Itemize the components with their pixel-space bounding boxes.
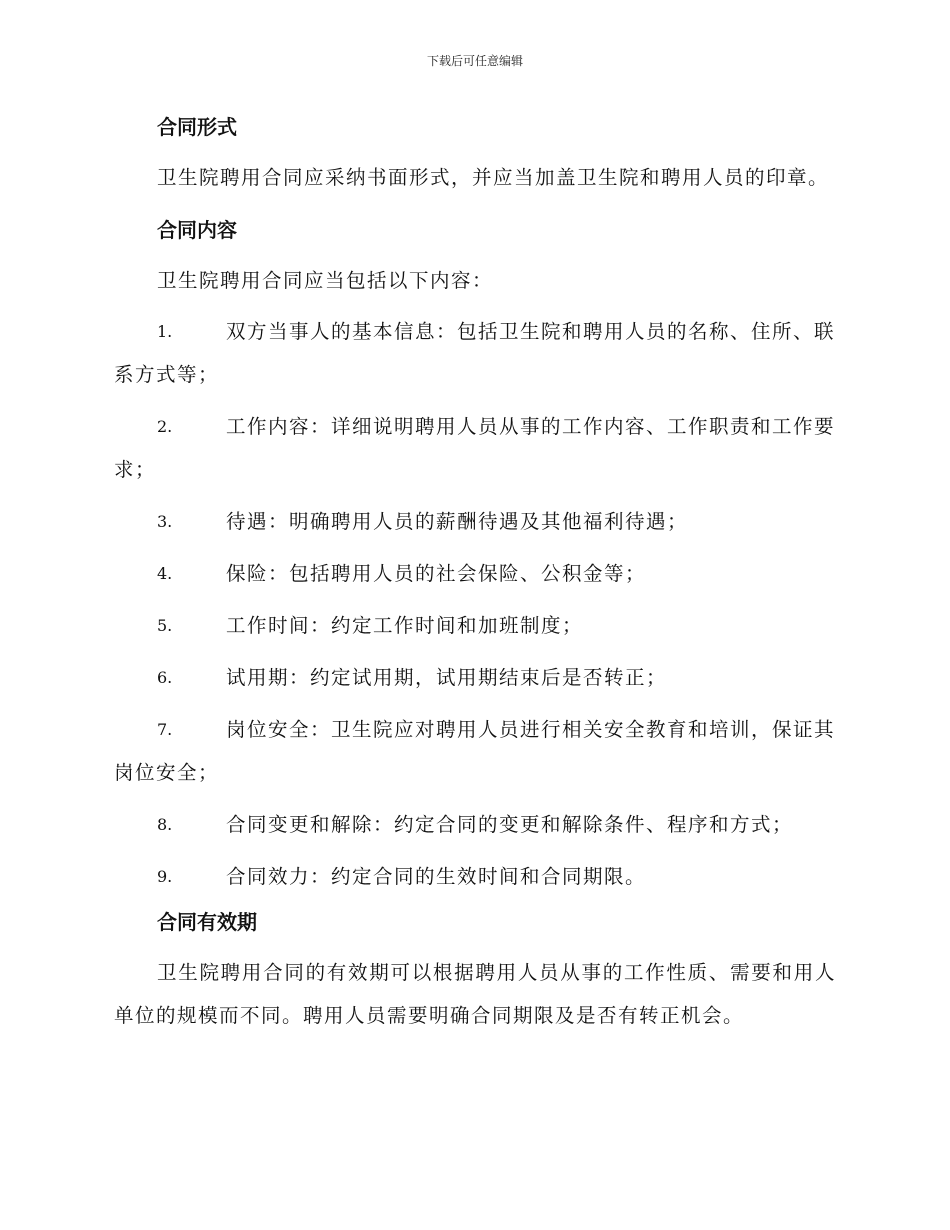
section-heading-contract-validity: 合同有效期 — [157, 910, 257, 934]
list-item — [114, 552, 836, 595]
list-item-number: 6. — [157, 668, 173, 687]
contract-content-list — [114, 310, 836, 898]
list-item-text: 工作内容：详细说明聘用人员从事的工作内容、工作职责和工作要求； — [114, 415, 836, 481]
section-paragraph-contract-content: 卫生院聘用合同应当包括以下内容： — [157, 269, 494, 292]
list-item — [114, 656, 836, 699]
list-item — [114, 803, 836, 846]
list-item-number: 8. — [157, 815, 173, 834]
list-item — [114, 708, 836, 794]
list-item-number: 3. — [157, 512, 173, 531]
list-item-text: 试用期：约定试用期，试用期结束后是否转正； — [226, 666, 668, 689]
list-item-text: 保险：包括聘用人员的社会保险、公积金等； — [226, 562, 647, 585]
list-item-number: 4. — [157, 564, 173, 583]
list-item-text: 合同变更和解除：约定合同的变更和解除条件、程序和方式； — [226, 813, 794, 836]
section-heading-contract-content: 合同内容 — [157, 218, 237, 242]
list-item-number: 9. — [157, 867, 173, 886]
list-item-number: 7. — [157, 720, 173, 739]
section-paragraph-contract-validity: 卫生院聘用合同的有效期可以根据聘用人员从事的工作性质、需要和用人单位的规模而不同。聘用人员需要明确合同期限及是否有转正机会。 — [114, 961, 836, 1027]
list-item-text: 双方当事人的基本信息：包括卫生院和聘用人员的名称、住所、联系方式等； — [114, 320, 836, 386]
list-item-number: 2. — [157, 417, 173, 436]
list-item-text: 岗位安全：卫生院应对聘用人员进行相关安全教育和培训，保证其岗位安全； — [114, 718, 836, 784]
list-item-number: 5. — [157, 616, 173, 635]
list-item-text: 合同效力：约定合同的生效时间和合同期限。 — [226, 865, 647, 888]
list-item-number: 1. — [157, 322, 173, 341]
list-item — [114, 405, 836, 491]
page-header-note: 下载后可任意编辑 — [426, 54, 523, 68]
document-body — [114, 112, 836, 1037]
list-item — [114, 310, 836, 396]
section-heading-contract-form: 合同形式 — [157, 115, 237, 139]
section-paragraph-contract-form: 卫生院聘用合同应采纳书面形式，并应当加盖卫生院和聘用人员的印章。 — [157, 166, 830, 189]
list-item-text: 工作时间：约定工作时间和加班制度； — [226, 614, 584, 637]
list-item-text: 待遇：明确聘用人员的薪酬待遇及其他福利待遇； — [226, 510, 689, 533]
list-item — [114, 855, 836, 898]
list-item — [114, 604, 836, 647]
list-item — [114, 500, 836, 543]
